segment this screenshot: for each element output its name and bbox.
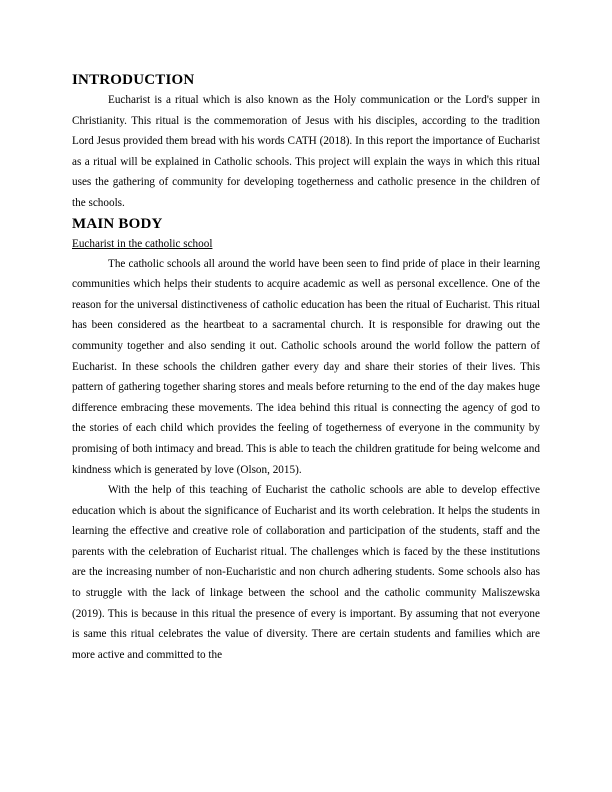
- introduction-heading: INTRODUCTION: [72, 72, 195, 88]
- main-body-paragraph-1: The catholic schools all around the world have been seen to find pride of place in their learning communities which helps their students to acquire academic as well as personal excellence. One of the reason for the universal distinctiveness of catholic education has been the ritual of Eucharist. This ritual has been considered as the heartbeat to a sacramental church. It is responsible for drawing out the community together and also sending it out. Catholic schools around the world follow the pattern of Eucharist. In these schools the children gather every day and share their stories of their lives. This pattern of gathering together sharing stores and meals before returning to the end of the day makes huge difference embracing these movements. The idea behind this ritual is connecting the agency of god to the stories of each child which provides the feeling of togetherness of everyone in the community by promising of both intimacy and bread. This is able to teach the children gratitude for being welcome and kindness which is generated by love (Olson, 2015).: [72, 257, 540, 476]
- introduction-paragraph: Eucharist is a ritual which is also known as the Holy communication or the Lord's supper in Christianity. This ritual is the commemoration of Jesus with his disciples, according to the tradition Lord Jesus provided them bread with his words CATH (2018). In this report the importance of Eucharist as a ritual will be explained in Catholic schools. This project will explain the ways in which this ritual uses the gathering of community for developing togetherness and catholic presence in the children of the schools.: [72, 94, 540, 209]
- document-page: [72, 70, 540, 665]
- main-body-heading: MAIN BODY: [72, 215, 163, 232]
- main-body-paragraph-2: With the help of this teaching of Eucharist the catholic schools are able to develop effective education which is about the significance of Eucharist and its worth celebration. It helps the students in learning the effective and creative role of collaboration and participation of the students, staff and the parents with the celebration of Eucharist ritual. The challenges which is faced by the these institutions are the increasing number of non-Eucharistic and non church adhering students. Some schools also has to struggle with the lack of linkage between the school and the catholic community Maliszewska (2019). This is because in this ritual the presence of every is important. By assuming that not everyone is same this ritual celebrates the value of diversity. There are certain students and families which are more active and committed to the: [72, 484, 540, 661]
- eucharist-subheading: Eucharist in the catholic school: [72, 237, 213, 250]
